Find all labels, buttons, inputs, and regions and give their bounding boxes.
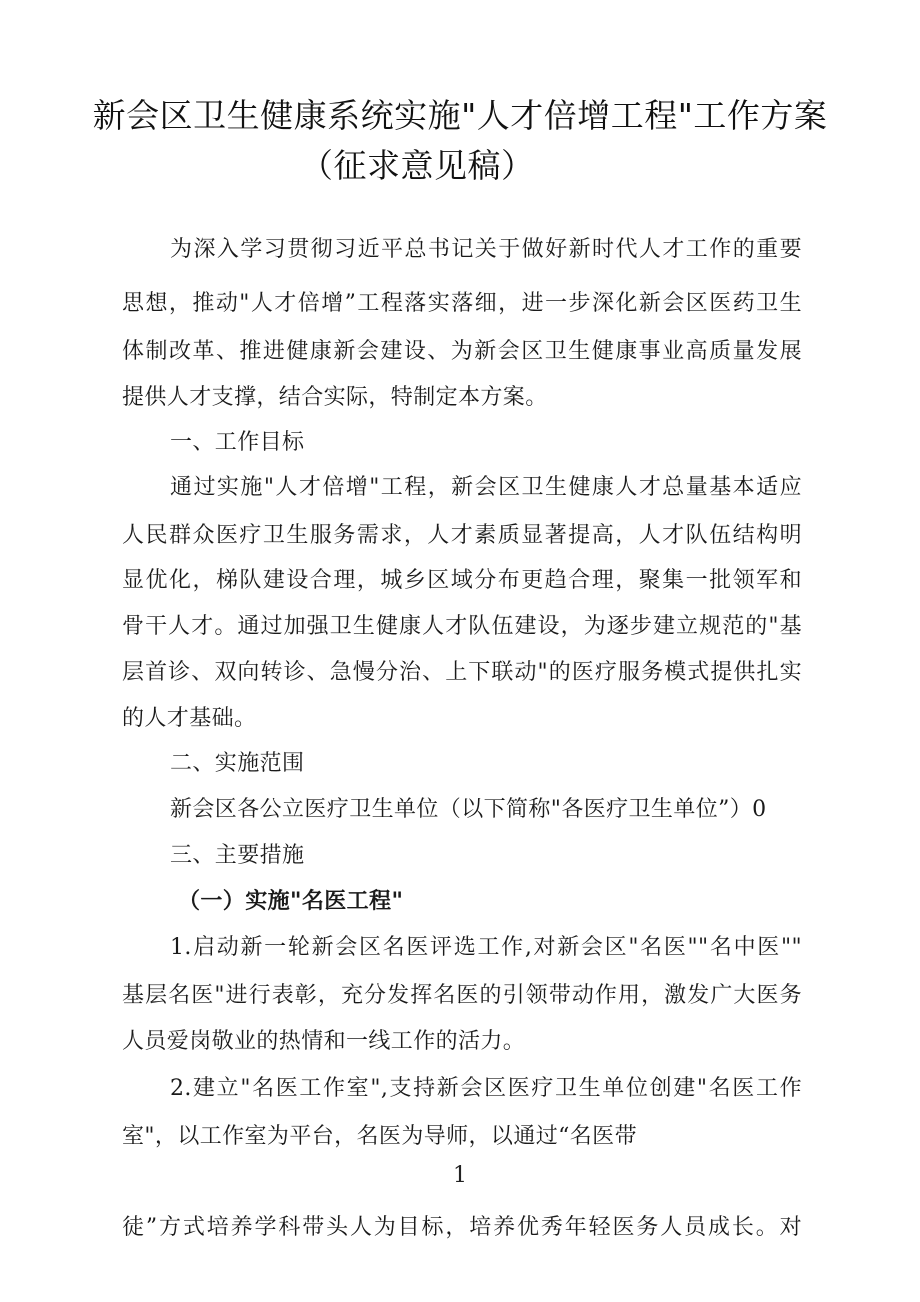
document-title: 新会区卫生健康系统实施"人才倍增工程"工作方案 <box>92 96 828 135</box>
paragraph-line: 骨干人才。通过加强卫生健康人才队伍建设，为逐步建立规范的"基 <box>122 614 802 639</box>
document-subtitle: （征求意见稿） <box>300 146 535 185</box>
paragraph-line: 显优化，梯队建设合理，城乡区域分布更趋合理，聚集一批领军和 <box>122 568 802 593</box>
subsection-heading: （一）实施"名医工程" <box>178 888 404 914</box>
paragraph-line: 提供人才支撑，结合实际，特制定本方案。 <box>122 385 548 410</box>
paragraph-line: 体制改革、推进健康新会建设、为新会区卫生健康事业高质量发展 <box>122 339 802 364</box>
paragraph-line: 2.建立"名医工作室",支持新会区医疗卫生单位创建"名医工作 <box>170 1076 802 1101</box>
paragraph-line: 的人才基础。 <box>122 706 257 731</box>
section-heading: 一、工作目标 <box>170 430 305 455</box>
paragraph-line: 通过实施"人才倍增"工程，新会区卫生健康人才总量基本适应 <box>170 475 802 500</box>
section-heading: 二、实施范围 <box>170 751 305 776</box>
section-heading: 三、主要措施 <box>170 843 305 868</box>
paragraph-line: 为深入学习贯彻习近平总书记关于做好新时代人才工作的重要 <box>170 237 802 262</box>
page-number: 1 <box>453 1163 467 1188</box>
paragraph-line: 1.启动新一轮新会区名医评选工作,对新会区"名医""名中医"" <box>170 935 802 960</box>
paragraph-line: 人员爱岗敬业的热情和一线工作的活力。 <box>122 1029 526 1054</box>
paragraph-line: 思想，推动"人才倍增”工程落实落细，进一步深化新会区医药卫生 <box>122 291 802 316</box>
next-page-line: 徒”方式培养学科带头人为目标，培养优秀年轻医务人员成长。对 <box>122 1215 802 1240</box>
paragraph-line: 层首诊、双向转诊、急慢分治、上下联动"的医疗服务模式提供扎实 <box>122 660 802 685</box>
paragraph-line: 基层名医"进行表彰，充分发挥名医的引领带动作用，激发广大医务 <box>122 983 802 1008</box>
paragraph-line: 新会区各公立医疗卫生单位（以下简称"各医疗卫生单位”）0 <box>170 797 767 822</box>
paragraph-line: 室"，以工作室为平台，名医为导师，以通过“名医带 <box>122 1124 637 1149</box>
paragraph-line: 人民群众医疗卫生服务需求，人才素质显著提高，人才队伍结构明 <box>122 523 802 548</box>
